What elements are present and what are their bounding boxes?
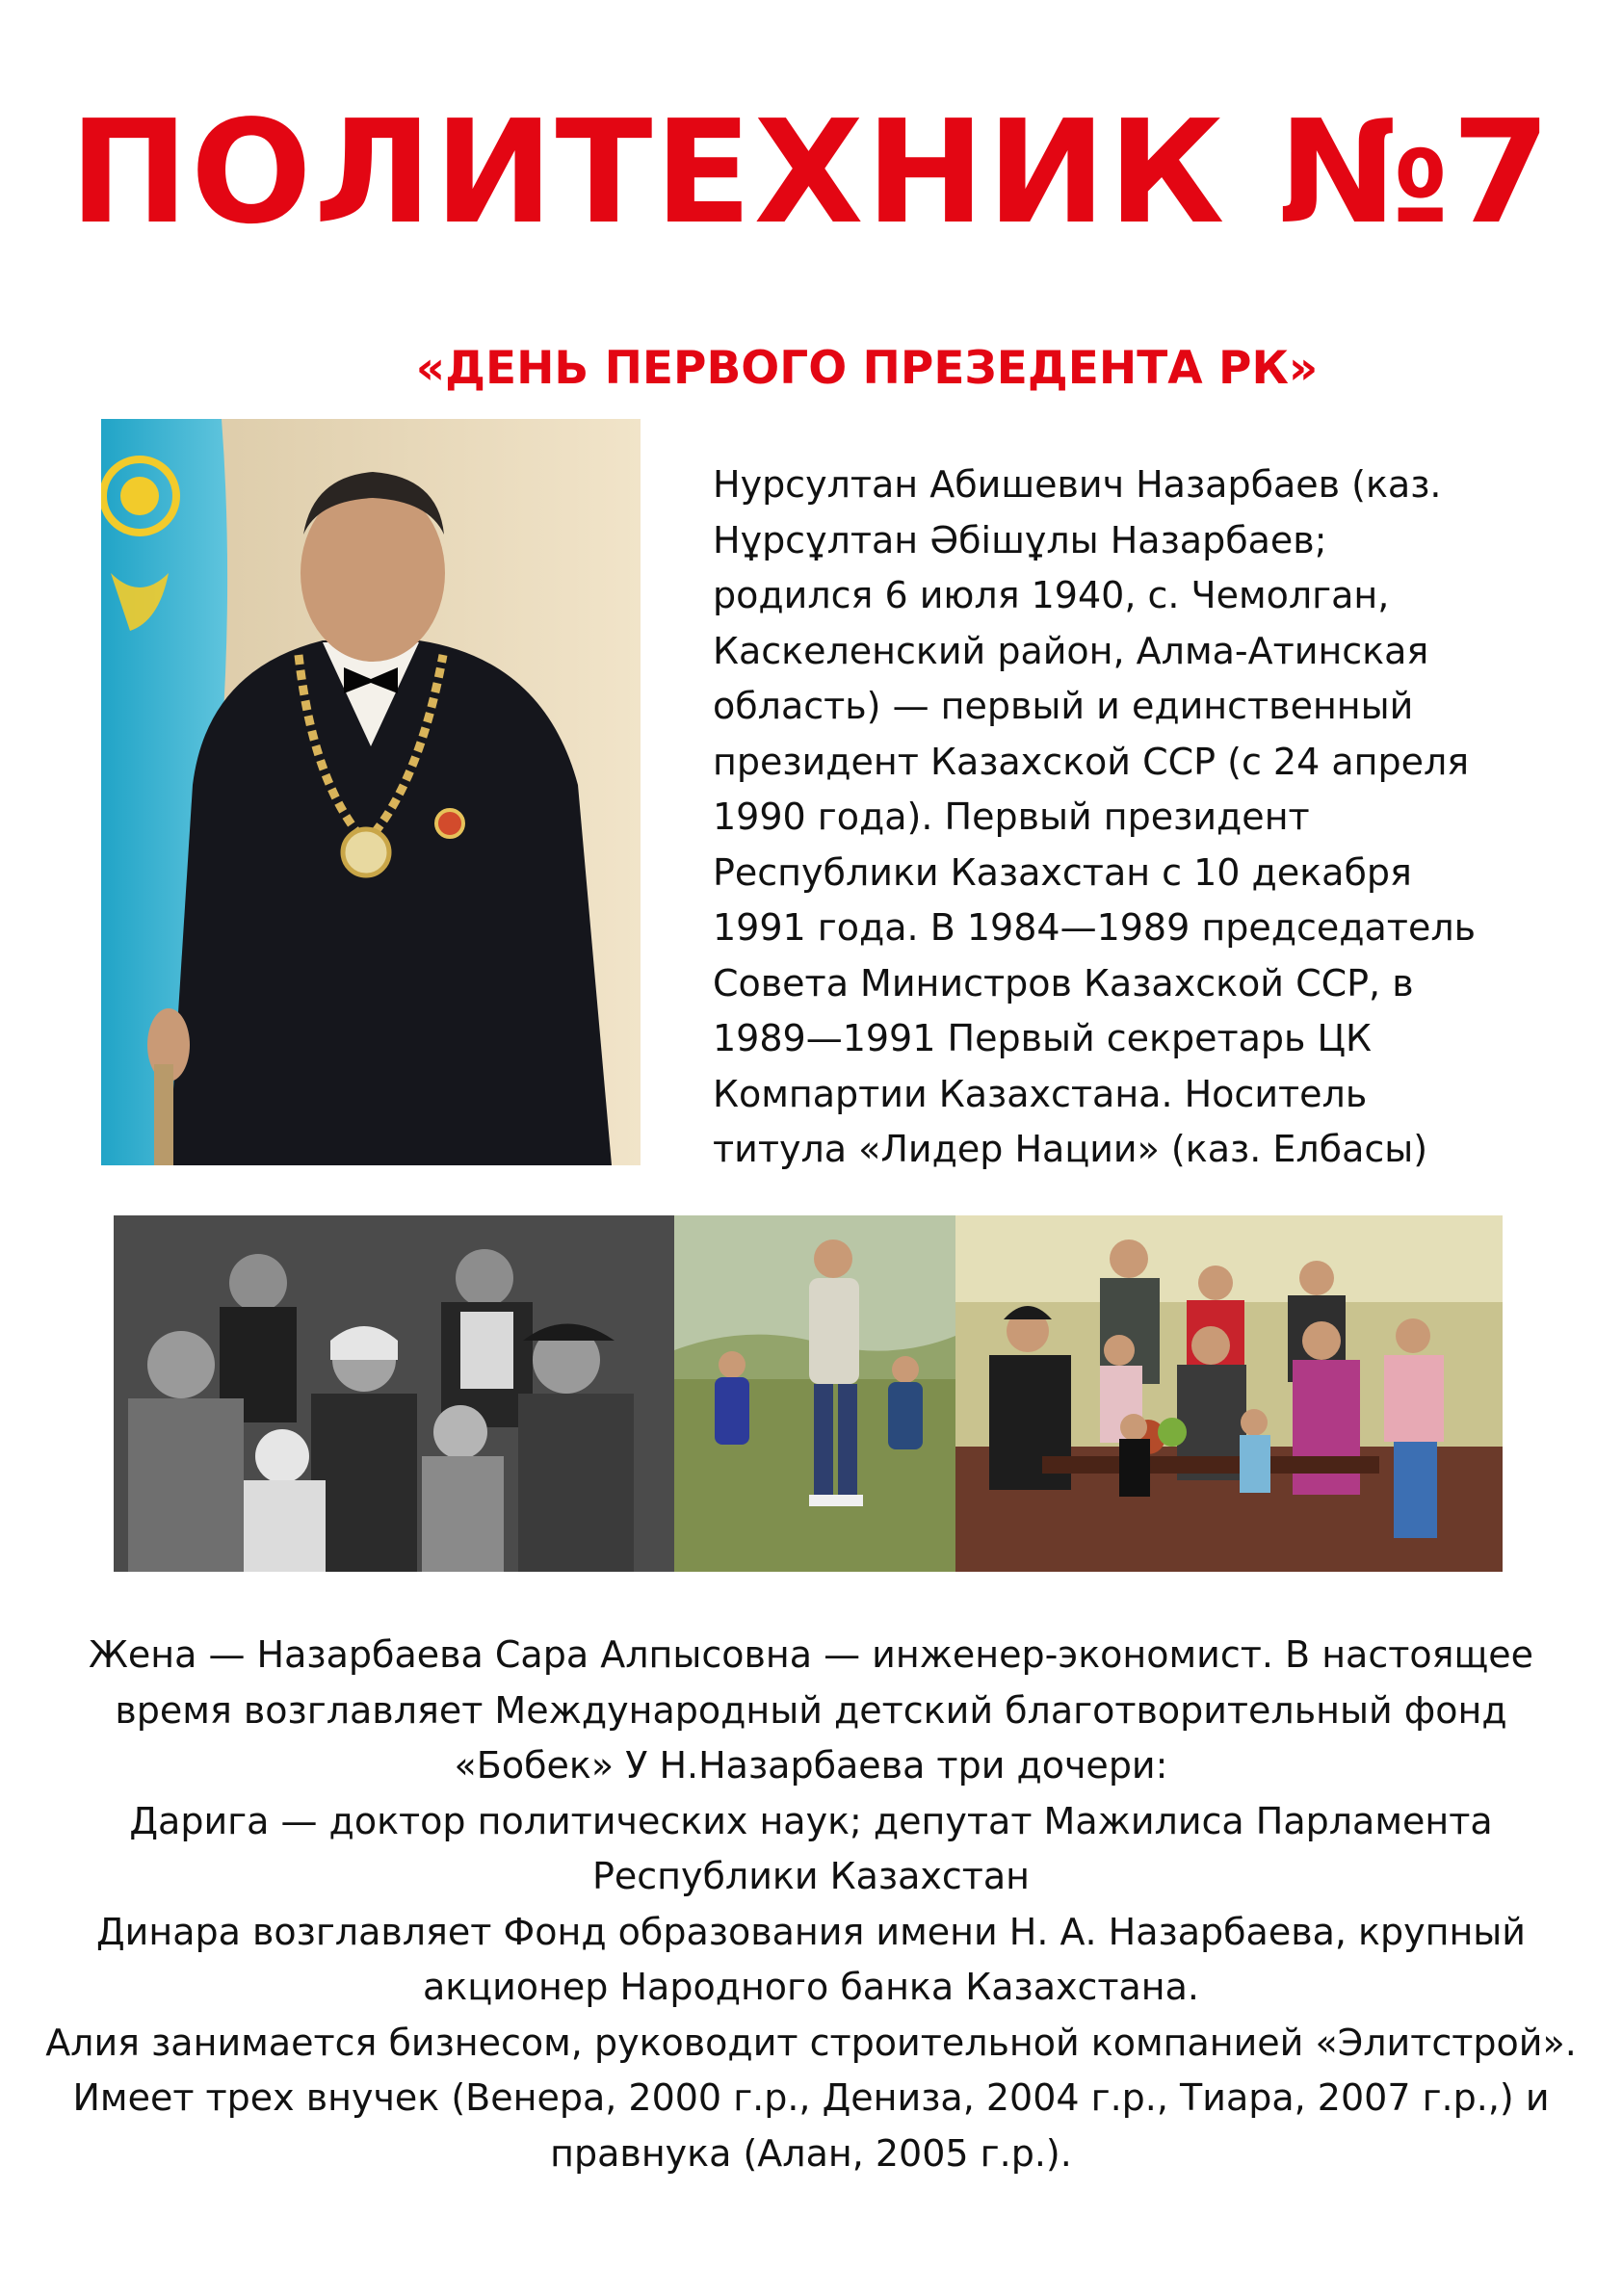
portrait-photo (101, 419, 641, 1165)
family-paragraph-dinara: Динара возглавляет Фонд образования имени Н. А. Назарбаева, крупный акционер Народного банка Казахстана. (95, 1910, 1526, 2008)
family-paragraph-aliya: Алия занимается бизнесом, руководит строительной компанией «Элитстрой». Имеет трех внучек (Венера, 2000 г.р., Дениза, 2004 г.р., Тиара, 2007 г.р.,) и правнука (Алан, 2005 г.р.). (45, 2021, 1577, 2175)
family-paragraph-wife: Жена — Назарбаева Сара Алпысовна — инженер-экономист. В настоящее время возглавляет Международный детский благотворительный фонд «Бобек» У Н.Назарбаева три дочери: (88, 1633, 1534, 1787)
modern-family-photo (955, 1215, 1503, 1572)
family-paragraph-dariga: Дарига — доктор политических наук; депутат Мажилиса Парламента Республики Казахстан (129, 1799, 1493, 1897)
historic-family-photo (114, 1215, 674, 1572)
photo-strip (114, 1215, 1503, 1572)
biography-text: Нурсултан Абишевич Назарбаев (каз. Нұрсұлтан Әбішұлы Назарбаев; родился 6 июля 1940, с. Чемолган, Каскеленский район, Алма-Атинская область) — первый и единственный президент Казахской ССР (с 24 апреля 1990 года). Первый президент Республики Казахстан с 10 декабря 1991 года. В 1984—1989 председатель Совета Министров Казахской ССР, в 1989—1991 Первый секретарь ЦК Компартии Казахстана. Носитель титула «Лидер Нации» (каз. Елбасы) (713, 463, 1477, 1170)
page-subtitle: «ДЕНЬ ПЕРВОГО ПРЕЗЕДЕНТА РК» (415, 342, 1319, 395)
masthead-title: ПОЛИТЕХНИК №7 (69, 90, 1553, 255)
outdoor-walk-photo (674, 1215, 955, 1572)
family-text (0, 1628, 1622, 2181)
